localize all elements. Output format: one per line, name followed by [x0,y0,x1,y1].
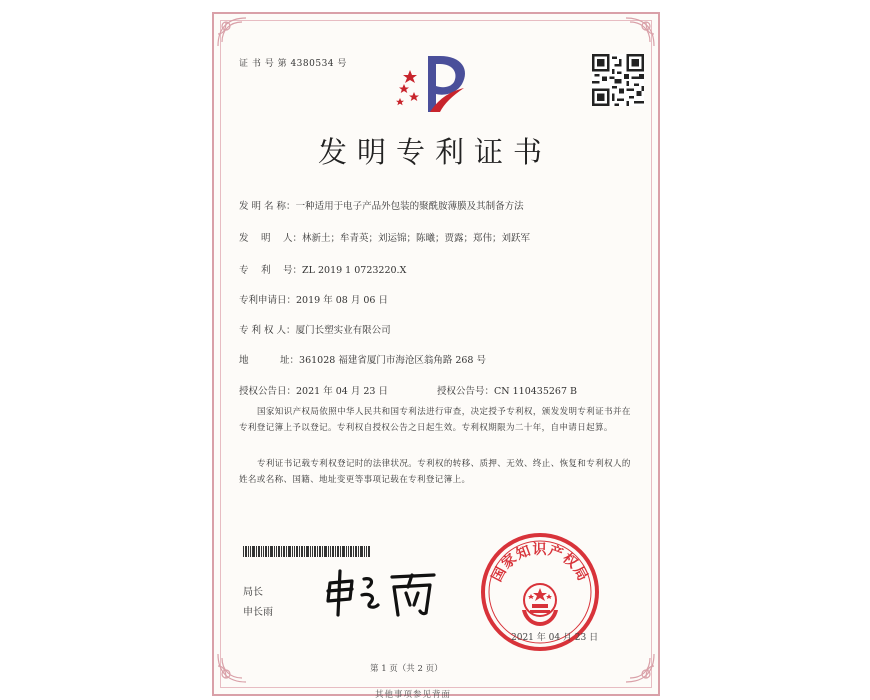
corner-ornament-icon [214,650,250,686]
field-label: 专 利 号： [239,265,303,276]
field-label: 专 利 权 人： [239,325,296,336]
field-label: 发 明 人： [239,233,303,244]
certificate-number: 证 书 号 第 4380534 号 [239,59,347,69]
field-label: 地 址： [239,355,300,366]
corner-ornament-icon [622,14,658,50]
field-address [239,352,486,366]
field-value: 2019 年 08 月 06 日 [296,295,388,306]
seal-text: 国家知识产权局 [488,542,592,585]
corner-ornament-icon [214,14,250,50]
corner-ornament-icon [622,650,658,686]
field-invention-name [239,198,524,212]
field-value: CN 110435267 B [494,386,578,397]
field-value: 厦门长塑实业有限公司 [295,325,391,336]
signature-icon [322,565,444,621]
field-value: ZL 2019 1 0723220.X [302,265,407,276]
field-label: 发 明 名 称： [239,201,296,212]
field-label: 授权公告日： [239,386,297,397]
field-value: 林新土；牟青英；刘运锦；陈曦；贾露；郑伟；刘跃军 [302,233,531,244]
field-value: 361028 福建省厦门市海沧区翁角路 268 号 [299,355,486,366]
field-value: 一种适用于电子产品外包装的聚酰胺薄膜及其制备方法 [295,201,524,212]
field-patentee [239,322,391,336]
field-application-date [239,292,388,306]
director-title: 局长 [243,587,263,598]
certificate-title: 发明专利证书 [317,135,552,169]
field-patent-number [239,262,406,276]
field-inventors [239,230,530,244]
field-announce-number [437,383,577,397]
barcode-icon [243,542,371,553]
issue-date: 2021 年 04 月 23 日 [511,633,599,643]
statement-paragraph: 国家知识产权局依照中华人民共和国专利法进行审查，决定授予专利权，颁发发明专利证书并在专利登记簿上予以登记。专利权自授权公告之日起生效。专利权期限为二十年，自申请日起算。 [239,407,631,433]
field-value: 2021 年 04 月 23 日 [296,386,388,397]
field-announce-date [239,383,388,397]
director-name: 申长雨 [243,607,273,618]
page-indicator: 第 1 页（共 2 页） [370,664,443,674]
legal-status-paragraph: 专利证书记载专利权登记时的法律状况。专利权的转移、质押、无效、终止、恢复和专利权人的姓名或名称、国籍、地址变更等事项记载在专利登记簿上。 [239,459,631,485]
field-label: 授权公告号： [437,386,495,397]
footer-note: 其他事项参见背面 [375,690,452,700]
qr-code-icon [592,54,644,106]
patent-office-logo-icon [392,48,482,120]
field-label: 专利申请日： [239,295,297,306]
